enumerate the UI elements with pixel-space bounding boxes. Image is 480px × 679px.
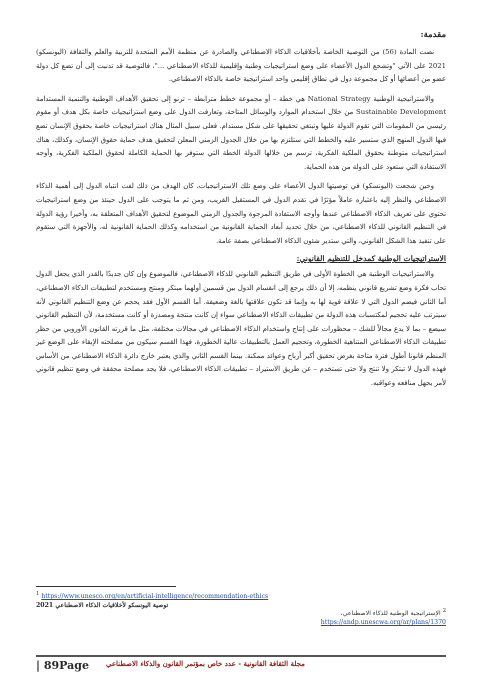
footnote-1 (36, 590, 296, 610)
page-number: 89Page | (36, 659, 89, 672)
paragraph-1: نصت المادة (56) من التوصية الخاصة بأخلاقيات الذكاء الاصطناعي والصادرة عن منظمة الأمم المتحدة للتربية والعلم والثقافة (اليونسكو) 2021 على الآتي "وتشجع الدول الأعضاء على وضع استراتيجيات وطنية وإقليمية للذكاء الاصطناعي ..."، فالتوصية قد تدنيت إلى أن تضع كل دولة عضو من أعضائها أو كل مجموعة دول في نطاق إقليمي واحد استراتيجية خاصة بالذكاء الاصطناعي. (36, 48, 446, 84)
paragraph-3: وحين شجعت (اليونسكو) في توصيتها الدول الأعضاء على وضع تلك الاستراتيجيات، كان الهدف من ذلك لفت انتباه الدول إلى أهمية الذكاء الاصطناعي والنظر إليه باعتباره عاملاً مؤثرًا في تقدم الدول في المستقبل القريب، ومن ثم ما يتوجب على الدول حينئذ من وضع استراتيجيات تحتوي على تعريف الذكاء الاصطناعي عندها وأوجه الاستفادة المرجوة والجدول الزمني الموضوع لتحقيق الأهداف المتعلقة به، وأخيرا رؤية الدولة في التنظيم القانوني للذكاء الاصطناعي، من خلال تحديد أبعاد الحماية القانونية من استخدامه وكذلك الحماية القانونية له، والأجهزة التي ستقوم على تنفيذ هذا الشكل القانوني، والتي ستدير شئون الذكاء الاصطناعي بصفة عامة. (36, 182, 446, 245)
footnote-1-number: 1 (36, 591, 40, 597)
footnote-1-link[interactable]: https://www.unesco.org/en/artificial-intelligence/recommendation-ethics (41, 593, 269, 601)
footnote-2-number: 2 (442, 608, 446, 614)
section-paragraph: والاستراتيجيات الوطنية هي الخطوة الأولى في طريق التنظيم القانوني للذكاء الاصطناعي، فالموضوع وإن كان جديدًا بالقدر الذي يجعل الدول تحاب فكرة وضع تشريع قانوني ينظمه، إلا أن ذلك يرجع إلى انقسام الدول بين قسمين أولهما مبتكر ومنتج ومستخدم لتطبيقات الذكاء الاصطناعي، أما الثاني فيضم الدول التي لا علاقة قوية لها به وإنما قد تكون علاقتها بالغة وضعيفة. أما القسم الأول فقد يحجم عن وضع التنظيم القانوني لأنه سيترتب عليه تحجيم لمكتسبات هذه الدولة من تطبيقات الذكاء الاصطناعي سواء إن كانت منتجة ومصدرة أو كانت مستخدمة، لأن التنظيم القانوني سيضع – بما لا يدع مجالاً للشك – محظورات على إنتاج واستخدام الذكاء الاصطناعي في مجالات مختلفة، مثل ما قررته القانون الأوروبي من حظر تطبيقات الذكاء الاصطناعي المتناهية الخطورة، وتحجيم العمل بالتطبيقات عالية الخطورة، فهذا القسم سيكون من مصلحته الإبقاء على الوضع غير المنظم قانونا أطول فترة متاحة بغرض تحقيق أكبر أرباح وعوائد ممكنة. بينما القسم الثاني والذي يعتبر خارج دائرة الذكاء الاصطناعي من الأساس فهذه الدول لا تبتكر ولا تنتج ولا حتى تستخدم – عن طريق الاستيراد – تطبيقات الذكاء الاصطناعي، فلا يجد مصلحة محققة في وضع تنظيم قانوني لأمر يجهل منافعه وعواقبه. (36, 270, 446, 388)
page-body (36, 30, 446, 397)
footnote-1-text: توصية اليونسكو لأخلاقيات الذكاء الاصطناعي 2021 (36, 602, 169, 610)
footnote-2 (266, 607, 446, 627)
footnote-2-link[interactable]: https://andp.unescwa.org/ar/plans/1370 (320, 619, 446, 627)
footnote-2-text: الإستراتيجية الوطنية للذكاء الاصطناعي، (340, 610, 441, 618)
intro-heading: مقدمة: (420, 30, 446, 40)
footnote-separator (36, 586, 176, 587)
page-footer (36, 655, 446, 673)
section-title: الاستراتيجيات الوطنية كمدخل للتنظيم القانوني: (296, 254, 446, 264)
journal-title: مجلة الثقافة القانونية - عدد خاص بمؤتمر القانون والذكاء الاصطناعي (106, 659, 305, 668)
paragraph-2: والاستراتيجية الوطنية National Strategy هي خطة – أو مجموعة خطط مترابطة – ترنو إلى تحقيق الأهداف الوطنية والتنمية المستدامة Sustainable Development من خلال استخدام الموارد والوسائل المتاحة، وتعارفت الدول على وضع استراتيجيات خاصة بكل هدف أو مقوم رئيسي من المقومات التي تقوم الدولة عليها وتبتغي تحقيقها على شكل مستدام. فعلى سبيل المثال هناك استراتيجيات خاصة بحقوق الإنسان تضع فيها الدول المنهج الذي ستسير عليه والخطط التي ستلتزم بها من خلال الجدول الزمني المعلن لتحقيق هدف حماية حقوق الإنسان، وكذلك، هناك استراتيجيات متوطنة بحقوق الملكية الفكرية، ترسم من خلالها الدولة الخطة التي ستوفر بها الحماية الكاملة لحقوق الملكية الفكرية، وأوجه الاستفادة التي ستعود على الدولة من هذه الحماية. (36, 94, 446, 171)
